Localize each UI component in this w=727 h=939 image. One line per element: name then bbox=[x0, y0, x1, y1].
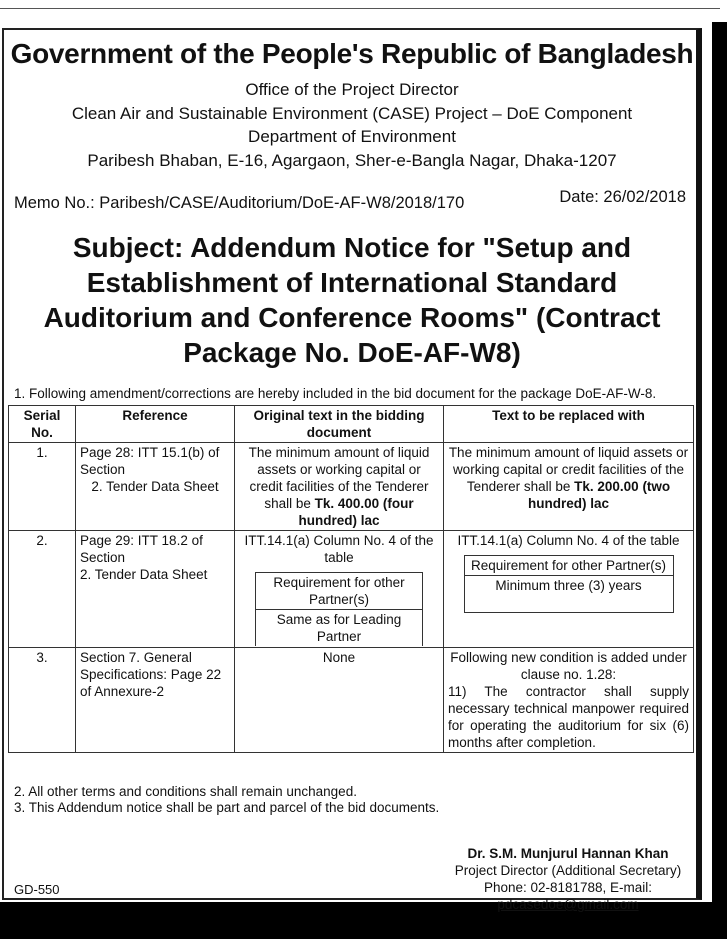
reference-line: Page 29: ITT 18.2 of Section bbox=[80, 533, 203, 565]
office-block bbox=[4, 78, 700, 172]
nested-table-value: Minimum three (3) years bbox=[465, 576, 673, 613]
original-text: ITT.14.1(a) Column No. 4 of the table bbox=[244, 533, 434, 565]
gd-code: GD-550 bbox=[14, 882, 60, 897]
signatory-email-link[interactable]: pdcasedoe@gmail.com bbox=[497, 897, 639, 912]
page-top-rule bbox=[0, 8, 720, 9]
amendment-table bbox=[8, 405, 694, 753]
reference-cell bbox=[76, 531, 235, 648]
original-text: The minimum amount of liquid assets or working capital or credit facilities of the Tenderer shall be bbox=[248, 445, 430, 511]
department-name: Department of Environment bbox=[248, 127, 456, 146]
scan-edge-right bbox=[712, 22, 727, 939]
replacement-text: The minimum amount of liquid assets or working capital or credit facilities of the Tenderer shall be bbox=[448, 445, 689, 494]
original-text-cell bbox=[235, 531, 444, 648]
header-replacement-text: Text to be replaced with bbox=[444, 406, 694, 443]
signatory-contact: Phone: 02-8181788, E-mail: bbox=[483, 880, 653, 895]
signatory-designation: Project Director (Additional Secretary) bbox=[454, 863, 682, 878]
header-reference: Reference bbox=[76, 406, 235, 443]
serial-cell: 2. bbox=[9, 531, 76, 648]
closing-paragraphs bbox=[14, 784, 439, 816]
serial-cell: 1. bbox=[9, 443, 76, 531]
subject-heading: Subject: Addendum Notice for "Setup and Establishment of International Standard Auditorium and Conference Rooms" (Contract Package No. DoE-AF-W8) bbox=[43, 232, 661, 368]
memo-date: Date: 26/02/2018 bbox=[559, 188, 686, 206]
office-address: Paribesh Bhaban, E-16, Agargaon, Sher-e-Bangla Nagar, Dhaka-1207 bbox=[87, 150, 617, 170]
nested-table-value: Same as for Leading Partner bbox=[276, 612, 402, 644]
replacement-lead: Following new condition is added under clause no. 1.28: bbox=[450, 650, 687, 682]
signature-block bbox=[454, 845, 682, 913]
replacement-text-cell bbox=[444, 531, 694, 648]
replacement-text-cell bbox=[444, 443, 694, 531]
replacement-text: ITT.14.1(a) Column No. 4 of the table bbox=[457, 533, 680, 548]
government-title: Government of the People's Republic of Bangladesh bbox=[10, 38, 694, 69]
reference-line: 2. Tender Data Sheet bbox=[91, 479, 219, 494]
header-serial: Serial No. bbox=[9, 406, 76, 443]
reference-cell bbox=[76, 443, 235, 531]
nested-table-label: Requirement for other Partner(s) bbox=[465, 556, 673, 576]
project-name: Clean Air and Sustainable Environment (CASE) Project – DoE Component bbox=[71, 103, 633, 123]
reference-line: 2. Tender Data Sheet bbox=[80, 567, 208, 582]
intro-paragraph: 1. Following amendment/corrections are hereby included in the bid document for the package DoE-AF-W-8. bbox=[14, 386, 657, 401]
replacement-nested-table bbox=[464, 555, 674, 613]
header-original-text: Original text in the bidding document bbox=[235, 406, 444, 443]
closing-line: 3. This Addendum notice shall be part and parcel of the bid documents. bbox=[14, 800, 440, 815]
original-text-cell bbox=[235, 443, 444, 531]
new-condition-text: 11) The contractor shall supply necessary technical manpower required for operating the auditorium for six (6) months after completion. bbox=[448, 684, 689, 750]
closing-line: 2. All other terms and conditions shall remain unchanged. bbox=[14, 784, 357, 799]
office-name: Office of the Project Director bbox=[245, 80, 459, 99]
table-row bbox=[9, 531, 694, 648]
serial-cell: 3. bbox=[9, 648, 76, 753]
addendum-notice bbox=[2, 28, 702, 912]
table-row bbox=[9, 648, 694, 753]
replacement-text-cell bbox=[444, 648, 694, 753]
replacement-amount: Tk. 200.00 (two hundred) lac bbox=[527, 479, 671, 511]
original-nested-table bbox=[255, 572, 423, 646]
reference-line: Page 28: ITT 15.1(b) of Section bbox=[80, 445, 220, 477]
reference-cell: Section 7. General Specifications: Page 22 of Annexure-2 bbox=[76, 648, 235, 753]
original-amount: Tk. 400.00 (four hundred) lac bbox=[298, 496, 414, 528]
table-header-row bbox=[9, 406, 694, 443]
signatory-name: Dr. S.M. Munjurul Hannan Khan bbox=[467, 846, 669, 861]
table-row bbox=[9, 443, 694, 531]
original-text-cell: None bbox=[235, 648, 444, 753]
memo-number: Memo No.: Paribesh/CASE/Auditorium/DoE-AF-W8/2018/170 bbox=[14, 194, 465, 212]
nested-table-label: Requirement for other Partner(s) bbox=[256, 573, 422, 610]
